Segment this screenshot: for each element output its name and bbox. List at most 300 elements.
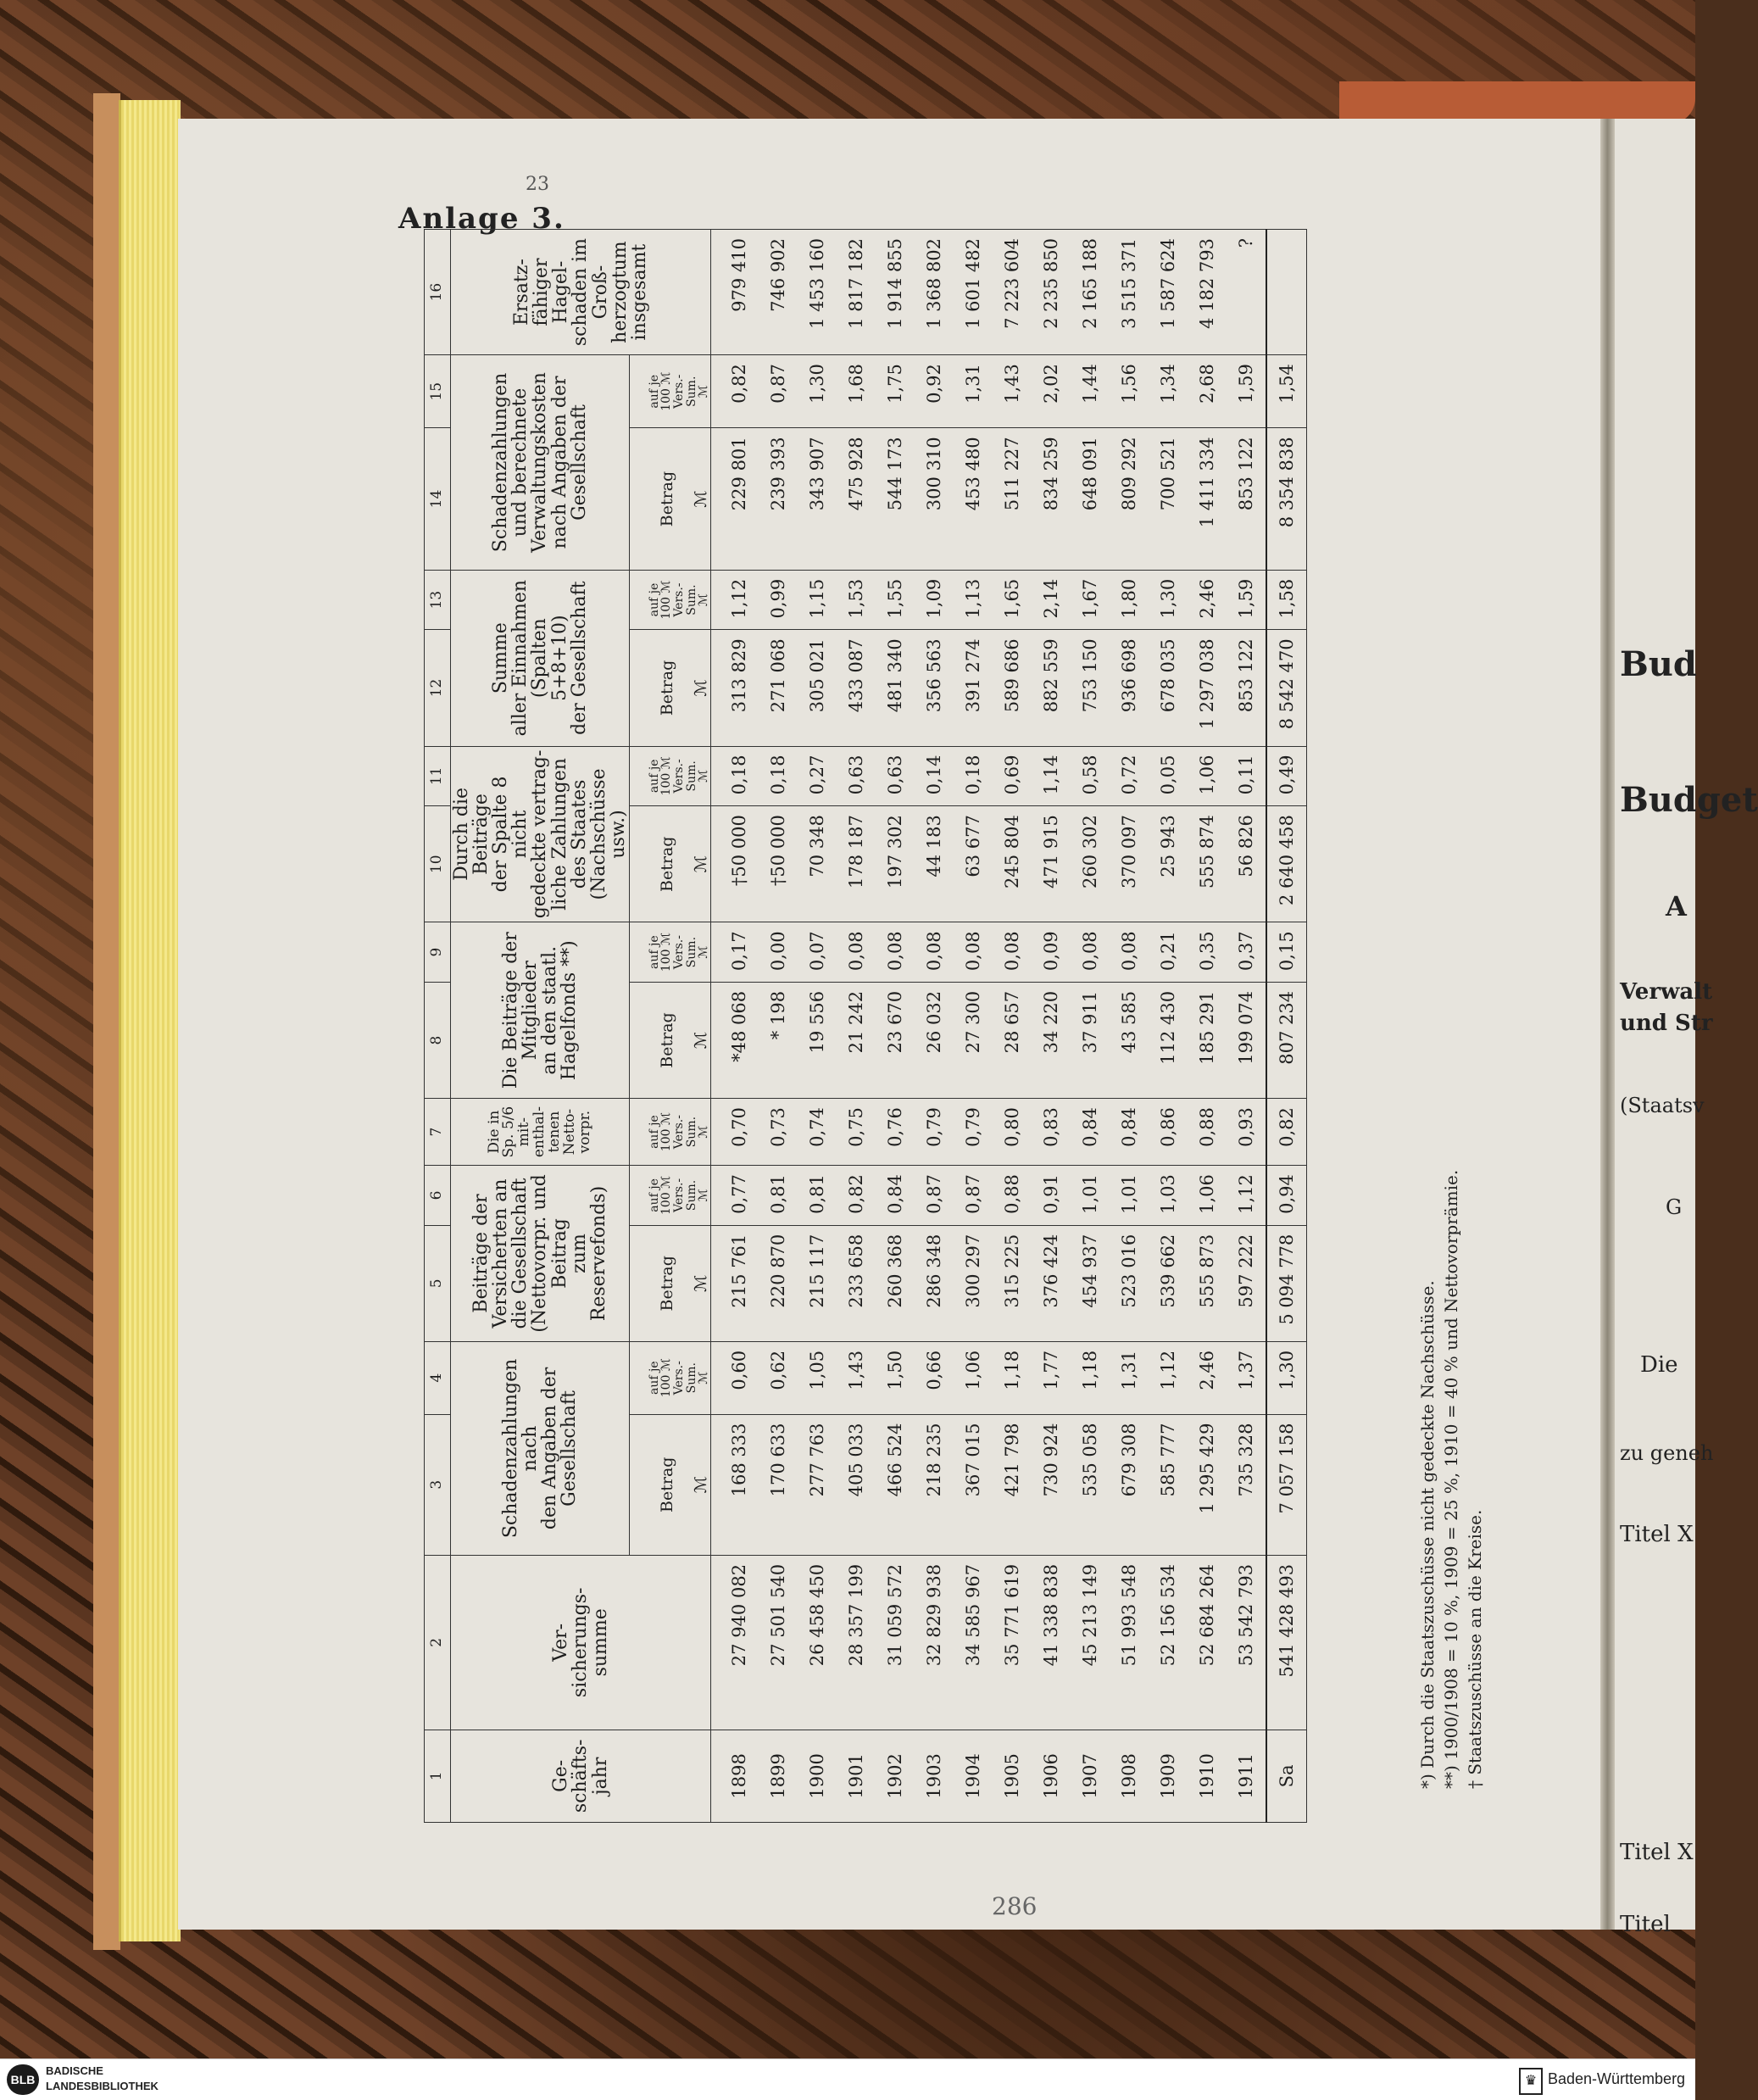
column-number: 4	[425, 1341, 451, 1414]
table-cell: 0,66	[915, 1341, 954, 1414]
table-cell: 0,11	[1227, 746, 1266, 806]
table-cell: 367 015	[954, 1414, 993, 1555]
table-cell: 753 150	[1071, 630, 1110, 746]
table-cell: 0,70	[711, 1099, 759, 1166]
blb-logo[interactable]: BLB	[7, 2064, 39, 2095]
table-cell: 0,63	[837, 746, 876, 806]
table-cell: 1910	[1188, 1730, 1227, 1822]
total-row	[1266, 230, 1307, 1823]
table-cell: 26 032	[915, 982, 954, 1098]
subheader-amount: Betrag ℳ	[630, 1414, 711, 1555]
footnote: † Staatszuschüsse an die Kreise.	[1465, 1509, 1485, 1789]
table-cell: 1 295 429	[1188, 1414, 1227, 1555]
table-cell: 356 563	[915, 630, 954, 746]
library-name-line: BADISCHE	[46, 2064, 103, 2077]
table-cell: 1898	[711, 1730, 759, 1822]
total-cell: 807 234	[1266, 982, 1307, 1098]
table-cell: 370 097	[1110, 806, 1149, 922]
total-cell: 1,54	[1266, 355, 1307, 428]
table-cell: 28 657	[993, 982, 1032, 1098]
next-page-text: Titel X	[1620, 1522, 1694, 1547]
table-cell: 471 915	[1032, 806, 1071, 922]
table-cell: 34 220	[1032, 982, 1071, 1098]
table-cell: 735 328	[1227, 1414, 1266, 1555]
table-cell: 343 907	[798, 428, 837, 570]
column-number: 6	[425, 1166, 451, 1226]
table-cell: 185 291	[1188, 982, 1227, 1098]
table-cell: 1,06	[1188, 1166, 1227, 1226]
table-cell: 41 338 838	[1032, 1555, 1071, 1730]
column-number: 10	[425, 806, 451, 922]
table-cell: 178 187	[837, 806, 876, 922]
table-cell: 1,43	[837, 1341, 876, 1414]
table-cell: 648 091	[1071, 428, 1110, 570]
next-page-text: (Staatsv	[1620, 1094, 1705, 1117]
table-cell: 32 829 938	[915, 1555, 954, 1730]
header-row	[451, 230, 630, 1823]
table-cell: 1,53	[837, 570, 876, 630]
table-cell: 43 585	[1110, 982, 1149, 1098]
footnote: *) Durch die Staatszuschüsse nicht gedeckte Nachschüsse.	[1417, 1280, 1438, 1789]
table-cell: 1,50	[876, 1341, 915, 1414]
table-cell: 936 698	[1110, 630, 1149, 746]
table-cell: 0,05	[1149, 746, 1188, 806]
table-row	[798, 230, 837, 1823]
table-row	[1071, 230, 1110, 1823]
table-cell: 1,30	[1149, 570, 1188, 630]
table-cell: 0,58	[1071, 746, 1110, 806]
table-cell: 454 937	[1071, 1225, 1110, 1341]
table-cell: 1909	[1149, 1730, 1188, 1822]
table-cell: 1,31	[954, 355, 993, 428]
table-cell: 1907	[1071, 1730, 1110, 1822]
table-cell: 466 524	[876, 1414, 915, 1555]
table-cell: 2,46	[1188, 570, 1227, 630]
table-cell: 1 914 855	[876, 230, 915, 355]
next-page-text: Titel X	[1620, 1840, 1694, 1865]
subheader-amount: Betrag ℳ	[630, 982, 711, 1098]
table-row	[1188, 230, 1227, 1823]
table-cell: 52 684 264	[1188, 1555, 1227, 1730]
subheader-percent: auf je 100 ℳ Vers.- Sum. ℳ	[630, 1341, 711, 1414]
table-cell: 1 601 482	[954, 230, 993, 355]
table-cell: 1,14	[1032, 746, 1071, 806]
table-cell: 0,86	[1149, 1099, 1188, 1166]
total-cell: Sa	[1266, 1730, 1307, 1822]
table-cell: 1,03	[1149, 1166, 1188, 1226]
table-cell: 1,68	[837, 355, 876, 428]
table-cell: 2,46	[1188, 1341, 1227, 1414]
table-cell: 277 763	[798, 1414, 837, 1555]
table-cell: 0,93	[1227, 1099, 1266, 1166]
table-cell: 1,05	[798, 1341, 837, 1414]
table-cell: 0,82	[711, 355, 759, 428]
table-cell: 0,69	[993, 746, 1032, 806]
table-cell: 0,84	[1071, 1099, 1110, 1166]
table-cell: 1,67	[1071, 570, 1110, 630]
table-cell: 51 993 548	[1110, 1555, 1149, 1730]
table-cell: 544 173	[876, 428, 915, 570]
table-cell: 218 235	[915, 1414, 954, 1555]
table-cell: 679 308	[1110, 1414, 1149, 1555]
header-mitglieder: Die Beiträge der Mitglieder an den staatl. Hagelfonds **)	[451, 922, 630, 1099]
table-cell: 0,72	[1110, 746, 1149, 806]
table-cell: 0,62	[759, 1341, 798, 1414]
table-cell: 0,79	[915, 1099, 954, 1166]
table-cell: 27 940 082	[711, 1555, 759, 1730]
table-cell: 233 658	[837, 1225, 876, 1341]
table-cell: 511 227	[993, 428, 1032, 570]
subheader-amount: Betrag ℳ	[630, 428, 711, 570]
table-cell: 0,18	[711, 746, 759, 806]
header-nettovorpr: Die in Sp. 5/6 mit- enthal- tenen Netto- vorpr.	[451, 1099, 630, 1166]
table-cell: 245 804	[993, 806, 1032, 922]
next-page-text: und Str	[1620, 1011, 1713, 1036]
table-cell: 0,09	[1032, 922, 1071, 983]
table-cell: 2 235 850	[1032, 230, 1071, 355]
table-cell: 31 059 572	[876, 1555, 915, 1730]
table-cell: 1899	[759, 1730, 798, 1822]
table-cell: 0,08	[876, 922, 915, 983]
page-number-bottom: 286	[992, 1892, 1038, 1920]
total-cell: 541 428 493	[1266, 1555, 1307, 1730]
column-number: 11	[425, 746, 451, 806]
table-cell: 0,87	[915, 1166, 954, 1226]
table-cell: 539 662	[1149, 1225, 1188, 1341]
table-cell: 63 677	[954, 806, 993, 922]
table-row	[915, 230, 954, 1823]
table-cell: 2,14	[1032, 570, 1071, 630]
table-cell: 0,37	[1227, 922, 1266, 983]
total-cell: 2 640 458	[1266, 806, 1307, 922]
table-cell: 1905	[993, 1730, 1032, 1822]
table-cell: 286 348	[915, 1225, 954, 1341]
table-cell: 215 761	[711, 1225, 759, 1341]
table-cell: 555 873	[1188, 1225, 1227, 1341]
table-cell: 0,82	[837, 1166, 876, 1226]
table-cell: 0,18	[759, 746, 798, 806]
table-cell: 0,83	[1032, 1099, 1071, 1166]
table-cell: 1,80	[1110, 570, 1149, 630]
table-cell: †50 000	[759, 806, 798, 922]
table-cell: 585 777	[1149, 1414, 1188, 1555]
table-cell: 2 165 188	[1071, 230, 1110, 355]
table-cell: 229 801	[711, 428, 759, 570]
table-cell: 170 633	[759, 1414, 798, 1555]
table-cell: 305 021	[798, 630, 837, 746]
table-row	[993, 230, 1032, 1823]
total-cell: 8 542 470	[1266, 630, 1307, 746]
table-cell: 0,99	[759, 570, 798, 630]
next-page-edge	[1615, 119, 1758, 1937]
total-cell: 0,49	[1266, 746, 1307, 806]
table-cell: 0,21	[1149, 922, 1188, 983]
table-cell: 0,08	[837, 922, 876, 983]
table-cell: 1903	[915, 1730, 954, 1822]
page-gutter	[1600, 119, 1615, 1930]
table-cell: 315 225	[993, 1225, 1032, 1341]
table-cell: 2,02	[1032, 355, 1071, 428]
table-cell: 220 870	[759, 1225, 798, 1341]
table-cell: 271 068	[759, 630, 798, 746]
table-cell: 1,43	[993, 355, 1032, 428]
table-cell: 421 798	[993, 1414, 1032, 1555]
table-cell: 260 368	[876, 1225, 915, 1341]
book-board-edge	[93, 93, 120, 1950]
table-cell: 2,68	[1188, 355, 1227, 428]
table-cell: 1906	[1032, 1730, 1071, 1822]
header-ersatz: Ersatz- fähiger Hagel- schaden im Groß- herzogtum insgesamt	[451, 230, 711, 355]
table-cell: 313 829	[711, 630, 759, 746]
header-beitraege: Beiträge der Versicherten an die Gesellschaft (Nettovorpr. und Beitrag zum Reservefonds)	[451, 1166, 630, 1342]
table-cell: 27 501 540	[759, 1555, 798, 1730]
total-cell	[1266, 230, 1307, 355]
total-cell: 0,15	[1266, 922, 1307, 983]
table-cell: 0,77	[711, 1166, 759, 1226]
next-page-text: Die	[1640, 1352, 1678, 1378]
table-cell: 1,12	[711, 570, 759, 630]
table-cell: 0,84	[876, 1166, 915, 1226]
table-cell: 809 292	[1110, 428, 1149, 570]
column-number: 9	[425, 922, 451, 983]
footer-bar	[0, 2058, 1695, 2100]
table-cell: 535 058	[1071, 1414, 1110, 1555]
table-cell: 1 297 038	[1188, 630, 1227, 746]
subheader-percent: auf je 100 ℳ Vers.- Sum. ℳ	[630, 746, 711, 806]
table-cell: 27 300	[954, 982, 993, 1098]
table-cell: 0,08	[915, 922, 954, 983]
table-cell: 199 074	[1227, 982, 1266, 1098]
table-cell: 3 515 371	[1110, 230, 1149, 355]
table-cell: 0,74	[798, 1099, 837, 1166]
table-cell: 1,34	[1149, 355, 1188, 428]
table-row	[711, 230, 759, 1823]
table-cell: 23 670	[876, 982, 915, 1098]
table-row	[837, 230, 876, 1823]
subheader-percent: auf je 100 ℳ Vers.- Sum. ℳ	[630, 922, 711, 983]
total-cell: 1,58	[1266, 570, 1307, 630]
table-cell: 0,75	[837, 1099, 876, 1166]
table-cell: 300 297	[954, 1225, 993, 1341]
table-cell: 1 587 624	[1149, 230, 1188, 355]
footnotes	[1414, 229, 1485, 1823]
table-cell: 0,80	[993, 1099, 1032, 1166]
book-headband	[1339, 81, 1695, 124]
table-cell: 1,59	[1227, 355, 1266, 428]
table-cell: 1,65	[993, 570, 1032, 630]
page-edges	[119, 100, 181, 1941]
table-cell: 1,56	[1110, 355, 1149, 428]
table-cell: 35 771 619	[993, 1555, 1032, 1730]
column-number: 2	[425, 1555, 451, 1730]
table-cell: 0,35	[1188, 922, 1227, 983]
table-cell: 44 183	[915, 806, 954, 922]
header-verwaltung: Schadenzahlungen und berechnete Verwaltungskosten nach Angaben der Gesellschaft	[451, 355, 630, 571]
table-cell: 1 453 160	[798, 230, 837, 355]
table-cell: 0,88	[1188, 1099, 1227, 1166]
table-cell: 0,27	[798, 746, 837, 806]
total-cell: 0,94	[1266, 1166, 1307, 1226]
table-cell: 0,08	[1110, 922, 1149, 983]
table-cell: 1,12	[1149, 1341, 1188, 1414]
table-cell: 1908	[1110, 1730, 1149, 1822]
footnote: **) 1900/1908 = 10 %, 1909 = 25 %, 1910 = 40 % und Nettovorprämie.	[1441, 1169, 1461, 1789]
subheader-percent: auf je 100 ℳ Vers.- Sum. ℳ	[630, 1099, 711, 1166]
table-cell: 0,91	[1032, 1166, 1071, 1226]
column-number: 8	[425, 982, 451, 1098]
table-cell: 0,08	[954, 922, 993, 983]
table-cell: 56 826	[1227, 806, 1266, 922]
table-cell: 433 087	[837, 630, 876, 746]
table-row	[1149, 230, 1188, 1823]
table-cell: 1,37	[1227, 1341, 1266, 1414]
table-cell: 197 302	[876, 806, 915, 922]
table-cell: * 198	[759, 982, 798, 1098]
hail-insurance-table	[424, 229, 1307, 1823]
table-cell: 0,08	[993, 922, 1032, 983]
table-cell: 1,06	[1188, 746, 1227, 806]
subheader-amount: Betrag ℳ	[630, 806, 711, 922]
column-number: 16	[425, 230, 451, 355]
table-cell: 589 686	[993, 630, 1032, 746]
table-cell: 853 122	[1227, 428, 1266, 570]
table-body	[711, 230, 1267, 1823]
total-cell: 7 057 158	[1266, 1414, 1307, 1555]
table-cell: 1 368 802	[915, 230, 954, 355]
table-cell: 300 310	[915, 428, 954, 570]
total-cell: 0,82	[1266, 1099, 1307, 1166]
table-cell: 1904	[954, 1730, 993, 1822]
table-cell: 0,81	[798, 1166, 837, 1226]
table-cell: 1,18	[1071, 1341, 1110, 1414]
table-cell: 1,31	[1110, 1341, 1149, 1414]
state-name[interactable]: Baden-Württemberg	[1548, 2070, 1686, 2087]
table-cell: 391 274	[954, 630, 993, 746]
column-number: 7	[425, 1099, 451, 1166]
table-cell: 481 340	[876, 630, 915, 746]
table-cell: 746 902	[759, 230, 798, 355]
table-cell: 168 333	[711, 1414, 759, 1555]
table-cell: 555 874	[1188, 806, 1227, 922]
subheader-percent: auf je 100 ℳ Vers.- Sum. ℳ	[630, 1166, 711, 1226]
table-cell: 1,09	[915, 570, 954, 630]
table-cell: 0,17	[711, 922, 759, 983]
next-page-text: Verwalt	[1620, 979, 1713, 1005]
table-cell: 1 817 182	[837, 230, 876, 355]
table-cell: 1,59	[1227, 570, 1266, 630]
table-cell: 239 393	[759, 428, 798, 570]
table-cell: 1911	[1227, 1730, 1266, 1822]
next-page-text: G	[1666, 1195, 1683, 1219]
table-cell: 0,87	[759, 355, 798, 428]
column-number: 12	[425, 630, 451, 746]
table-cell: 1 411 334	[1188, 428, 1227, 570]
column-number: 14	[425, 428, 451, 570]
table-cell: 1,44	[1071, 355, 1110, 428]
table-cell: 475 928	[837, 428, 876, 570]
header-staat: Durch die Beiträge der Spalte 8 nicht gedeckte vertrag- liche Zahlungen des Staates (Nachschüsse usw.)	[451, 746, 630, 922]
table-cell: 678 035	[1149, 630, 1188, 746]
total-cell: 5 094 778	[1266, 1225, 1307, 1341]
appendix-title: Anlage 3.	[398, 202, 565, 236]
total-cell: 1,30	[1266, 1341, 1307, 1414]
table-cell: 853 122	[1227, 630, 1266, 746]
library-name	[46, 2064, 159, 2094]
table-row	[759, 230, 798, 1823]
table-cell: ?	[1227, 230, 1266, 355]
table-cell: 882 559	[1032, 630, 1071, 746]
table-cell: 52 156 534	[1149, 1555, 1188, 1730]
table-cell: 112 430	[1149, 982, 1188, 1098]
table-cell: 0,14	[915, 746, 954, 806]
subheader-amount: Betrag ℳ	[630, 1225, 711, 1341]
column-number: 15	[425, 355, 451, 428]
column-number: 13	[425, 570, 451, 630]
table-cell: 1,55	[876, 570, 915, 630]
table-cell: 0,63	[876, 746, 915, 806]
table-cell: 0,92	[915, 355, 954, 428]
table-cell: 1,30	[798, 355, 837, 428]
table-row	[1110, 230, 1149, 1823]
table-cell: 1,15	[798, 570, 837, 630]
table-cell: 376 424	[1032, 1225, 1071, 1341]
table-cell: 19 556	[798, 982, 837, 1098]
table-cell: 523 016	[1110, 1225, 1149, 1341]
table-cell: 215 117	[798, 1225, 837, 1341]
table-cell: 37 911	[1071, 982, 1110, 1098]
next-page-text: zu geneh	[1620, 1441, 1714, 1465]
table-cell: †50 000	[711, 806, 759, 922]
header-schaden: Schadenzahlungen nach den Angaben der Gesellschaft	[451, 1341, 630, 1555]
subheader-percent: auf je 100 ℳ Vers.- Sum. ℳ	[630, 355, 711, 428]
table-cell: 0,81	[759, 1166, 798, 1226]
table-cell: 1901	[837, 1730, 876, 1822]
column-number-row	[425, 230, 451, 1823]
table-cell: 7 223 604	[993, 230, 1032, 355]
table-cell: 45 213 149	[1071, 1555, 1110, 1730]
table-cell: 405 033	[837, 1414, 876, 1555]
table-cell: 53 542 793	[1227, 1555, 1266, 1730]
table-row	[876, 230, 915, 1823]
header-sum: Ver- sicherungs- summe	[451, 1555, 711, 1730]
table-cell: 0,07	[798, 922, 837, 983]
table-cell: 0,18	[954, 746, 993, 806]
table-cell: 25 943	[1149, 806, 1188, 922]
table-cell: 0,60	[711, 1341, 759, 1414]
table-cell: 834 259	[1032, 428, 1071, 570]
table-row	[954, 230, 993, 1823]
table-cell: *48 068	[711, 982, 759, 1098]
table-cell: 70 348	[798, 806, 837, 922]
table-cell: 1,13	[954, 570, 993, 630]
next-page-text: A	[1666, 890, 1687, 922]
next-page-text: Bud	[1620, 644, 1697, 684]
table-cell: 0,88	[993, 1166, 1032, 1226]
table-cell: 1900	[798, 1730, 837, 1822]
table-cell: 1,75	[876, 355, 915, 428]
subheader-amount: Betrag ℳ	[630, 630, 711, 746]
table-cell: 0,08	[1071, 922, 1110, 983]
table-cell: 1,06	[954, 1341, 993, 1414]
table-cell: 0,87	[954, 1166, 993, 1226]
table-cell: 1902	[876, 1730, 915, 1822]
table-cell: 28 357 199	[837, 1555, 876, 1730]
table-cell: 979 410	[711, 230, 759, 355]
table-cell: 0,73	[759, 1099, 798, 1166]
header-year: Ge- schäfts- jahr	[451, 1730, 711, 1822]
total-cell: 8 354 838	[1266, 428, 1307, 570]
table-cell: 1,01	[1110, 1166, 1149, 1226]
